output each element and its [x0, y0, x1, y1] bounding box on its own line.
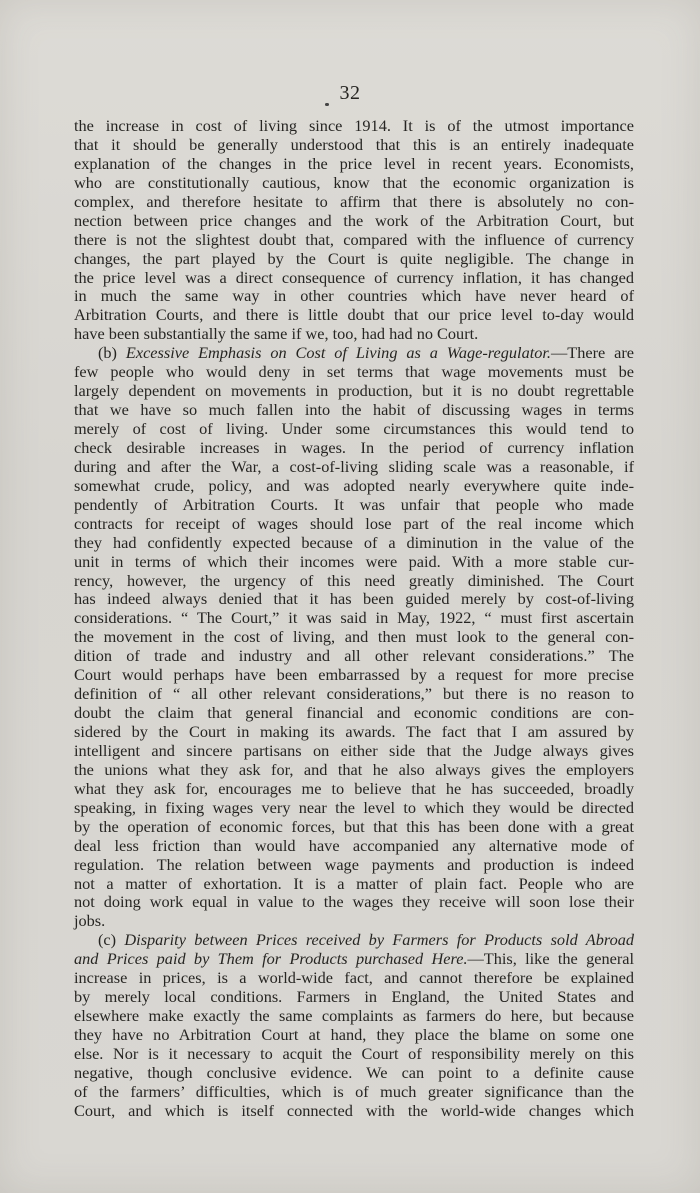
text-segment: else. Nor is it necessary to acquit the Court of responsibility merely on this — [74, 1043, 634, 1063]
text-segment: (c) — [98, 930, 125, 950]
text-segment: the unions what they ask for, and that he also always gives the employers — [74, 759, 634, 779]
text-line — [74, 287, 634, 306]
text-line — [74, 306, 634, 325]
text-line — [74, 439, 634, 458]
text-line — [74, 799, 634, 818]
text-line — [74, 363, 634, 382]
text-segment: elsewhere make exactly the same complaints as farmers do here, but because — [74, 1006, 634, 1026]
text-segment: contracts for receipt of wages should lose part of the real income which — [74, 513, 634, 533]
italic-text: and Prices paid by Them for Products purchased Here. — [74, 949, 468, 969]
text-segment: the increase in cost of living since 1914. It is of the utmost importance — [74, 116, 634, 135]
text-segment: the price level was a direct consequence of currency inflation, it has changed — [74, 267, 634, 287]
text-segment: not a matter of exhortation. It is a matter of plain fact. People who are — [74, 873, 634, 893]
text-line — [74, 250, 634, 269]
text-line — [74, 212, 634, 231]
text-line — [74, 628, 634, 647]
text-segment: nection between price changes and the work of the Arbitration Court, but — [74, 210, 634, 230]
text-segment: have been substantially the same if we, too, had had no Court. — [74, 324, 479, 344]
text-line — [74, 837, 634, 856]
text-line — [74, 534, 634, 553]
text-line — [74, 969, 634, 988]
body-text — [74, 117, 634, 1121]
text-line — [74, 515, 634, 534]
text-segment: Court would perhaps have been embarrassed by a request for more precise — [74, 665, 634, 685]
text-line — [74, 875, 634, 894]
text-line — [74, 174, 634, 193]
text-segment: they have no Arbitration Court at hand, they place the blame on some one — [74, 1025, 634, 1044]
text-segment: Arbitration Courts, and there is little doubt that our price level to-day would — [74, 305, 634, 325]
text-line — [74, 685, 634, 704]
text-segment: that we have so much fallen into the habit of discussing wages in terms — [74, 400, 634, 420]
text-line — [74, 136, 634, 155]
text-segment: speaking, in fixing wages very near the level to which they would be directed — [74, 797, 634, 817]
text-line — [74, 931, 634, 950]
text-segment: not doing work equal in value to the wages they receive will soon lose their — [74, 892, 634, 912]
text-line — [74, 325, 634, 344]
italic-text: Disparity between Prices received by Farmers for Products sold Abroad — [124, 930, 635, 950]
text-segment: changes, the part played by the Court is quite negligible. The change in — [74, 248, 634, 268]
text-segment: in much the same way in other countries which have never heard of — [74, 286, 634, 306]
text-line — [74, 1045, 634, 1064]
text-line — [74, 117, 634, 136]
text-segment: dition of trade and industry and all other relevant considerations.” The — [74, 646, 634, 666]
text-segment: definition of “ all other relevant considerations,” but there is no reason to — [74, 684, 634, 704]
text-segment: sidered by the Court in making its awards. The fact that I am assured by — [74, 722, 634, 741]
text-line — [74, 988, 634, 1007]
text-line — [74, 590, 634, 609]
text-segment: considerations. “ The Court,” it was said in May, 1922, “ must first ascertain — [74, 608, 634, 628]
text-line — [74, 818, 634, 837]
text-segment: check desirable increases in wages. In the period of currency inflation — [74, 437, 634, 457]
text-segment: —This, like the general — [467, 949, 634, 969]
text-segment: —There are — [550, 343, 635, 363]
text-line — [74, 761, 634, 780]
text-line — [74, 231, 634, 250]
text-segment: unit in terms of which their incomes were paid. With a more stable cur- — [74, 551, 634, 571]
text-segment: the movement in the cost of living, and then must look to the general con- — [74, 627, 634, 647]
text-line — [74, 193, 634, 212]
text-line — [74, 780, 634, 799]
text-segment: merely of cost of living. Under some circumstances this would tend to — [74, 419, 634, 438]
text-segment: jobs. — [74, 911, 106, 931]
text-line — [74, 666, 634, 685]
text-segment: has indeed always denied that it has been guided merely by cost-of-living — [74, 589, 634, 609]
italic-text: Excessive Emphasis on Cost of Living as a Wage-regulator. — [125, 343, 551, 363]
text-line — [74, 856, 634, 875]
text-line — [74, 609, 634, 628]
text-segment: explanation of the changes in the price level in recent years. Economists, — [74, 153, 634, 173]
text-segment: who are constitutionally cautious, know that the economic organization is — [74, 172, 634, 192]
text-line — [74, 704, 634, 723]
text-segment: during and after the War, a cost-of-living sliding scale was a reasonable, if — [74, 456, 634, 476]
text-line — [74, 572, 634, 591]
text-line — [74, 1064, 634, 1083]
page-number: 32 — [339, 82, 361, 104]
text-line — [74, 647, 634, 666]
text-line — [74, 1007, 634, 1026]
text-line — [74, 344, 634, 363]
text-line — [74, 269, 634, 288]
ink-speck — [325, 103, 329, 106]
text-line — [74, 420, 634, 439]
text-segment: doubt the claim that general financial and economic conditions are con- — [74, 703, 634, 723]
text-segment: there is not the slightest doubt that, compared with the influence of currency — [74, 229, 634, 249]
text-segment: by the operation of economic forces, but that this has been done with a great — [74, 816, 634, 836]
text-segment: intelligent and sincere partisans on either side that the Judge always gives — [74, 740, 634, 760]
text-segment: regulation. The relation between wage payments and production is indeed — [74, 854, 634, 874]
text-segment: complex, and therefore hesitate to affirm that there is absolutely no con- — [74, 191, 634, 211]
text-line — [74, 742, 634, 761]
text-segment: largely dependent on movements in production, but it is no doubt regrettable — [74, 381, 634, 401]
text-line — [74, 155, 634, 174]
text-line — [74, 893, 634, 912]
text-segment: (b) — [98, 343, 126, 363]
text-segment: that it should be generally understood that this is an entirely inadequate — [74, 134, 634, 154]
text-line — [74, 723, 634, 742]
text-segment: they had confidently expected because of a diminution in the value of the — [74, 532, 634, 552]
text-line — [74, 496, 634, 515]
text-line — [74, 382, 634, 401]
text-segment: Court, and which is itself connected with the world-wide changes which — [74, 1100, 634, 1120]
text-segment: increase in prices, is a world-wide fact, and cannot therefore be explained — [74, 968, 634, 988]
text-segment: of the farmers’ difficulties, which is of much greater significance than the — [74, 1081, 634, 1101]
text-segment: deal less friction than would have accompanied any alternative mode of — [74, 835, 634, 855]
text-line — [74, 1102, 634, 1121]
text-segment: negative, though conclusive evidence. We can point to a definite cause — [74, 1062, 634, 1082]
text-line — [74, 1083, 634, 1102]
text-segment: few people who would deny in set terms that wage movements must be — [74, 362, 634, 382]
text-line — [74, 458, 634, 477]
text-line — [74, 1026, 634, 1045]
text-segment: by merely local conditions. Farmers in England, the United States and — [74, 987, 634, 1007]
text-line — [74, 950, 634, 969]
text-segment: what they ask for, encourages me to believe that he has succeeded, broadly — [74, 778, 634, 798]
text-segment: pendently of Arbitration Courts. It was unfair that people who made — [74, 494, 634, 514]
text-line — [74, 912, 634, 931]
text-segment: rency, however, the urgency of this need greatly diminished. The Court — [74, 570, 634, 590]
text-line — [74, 401, 634, 420]
text-line — [74, 553, 634, 572]
text-segment: somewhat crude, policy, and was adopted nearly everywhere quite inde- — [74, 475, 634, 495]
text-line — [74, 477, 634, 496]
